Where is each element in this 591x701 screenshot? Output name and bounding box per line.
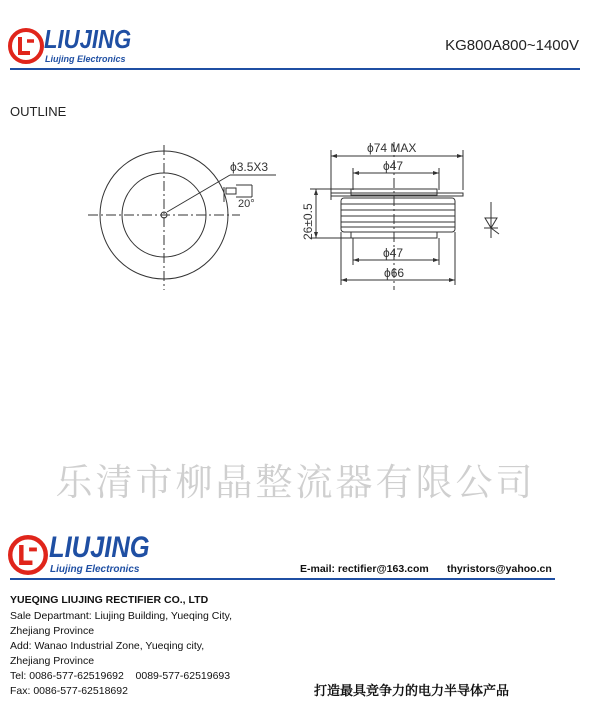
company-name: YUEQING LIUJING RECTIFIER CO., LTD bbox=[10, 594, 209, 606]
dim-bottom-label: ϕ47 bbox=[383, 246, 404, 260]
email-primary: E-mail: rectifier@163.com bbox=[300, 563, 429, 575]
logo-mark-icon bbox=[8, 28, 44, 64]
info-line: Sale Departmant: Liujing Building, Yueqing City, bbox=[10, 610, 232, 622]
footer-logo bbox=[8, 533, 168, 577]
footer-brand: LIUJING bbox=[49, 531, 150, 564]
email-alt: thyristors@yahoo.cn bbox=[447, 563, 552, 575]
info-line: Fax: 0086-577-62518692 bbox=[10, 685, 128, 697]
angle-label: 20° bbox=[238, 198, 255, 210]
dim-outer-label: ϕ74 MAX bbox=[367, 141, 417, 155]
slogan: 打造最具竞争力的电力半导体产品 bbox=[314, 684, 510, 699]
info-line: Zhejiang Province bbox=[10, 625, 95, 637]
footer-brand-sub: Liujing Electronics bbox=[50, 564, 140, 575]
header-logo bbox=[8, 26, 138, 66]
thyristor-symbol-icon bbox=[484, 202, 499, 238]
model-number: KG800A800~1400V bbox=[445, 37, 579, 54]
info-line: Add: Wanao Industrial Zone, Yueqing city, bbox=[10, 640, 205, 652]
info-line: Tel: 0086-577-62519692 0089-577-62519693 bbox=[10, 670, 231, 682]
dim-height-label: 26±0.5 bbox=[301, 203, 315, 240]
footer-rule bbox=[10, 578, 555, 580]
section-title: OUTLINE bbox=[10, 104, 67, 119]
header-brand: LIUJING bbox=[44, 24, 132, 54]
outline-drawing bbox=[0, 130, 591, 300]
company-watermark: 乐清市柳晶整流器有限公司 bbox=[55, 461, 536, 504]
header-brand-sub: Liujing Electronics bbox=[45, 54, 126, 64]
info-line: Zhejiang Province bbox=[10, 655, 95, 667]
header-rule bbox=[10, 68, 580, 70]
dim-top-label: ϕ47 bbox=[383, 159, 404, 173]
footer-logo-mark-icon bbox=[8, 535, 48, 575]
dim-base-label: ϕ66 bbox=[384, 266, 405, 280]
hole-label: ϕ3.5X3 bbox=[230, 160, 269, 174]
